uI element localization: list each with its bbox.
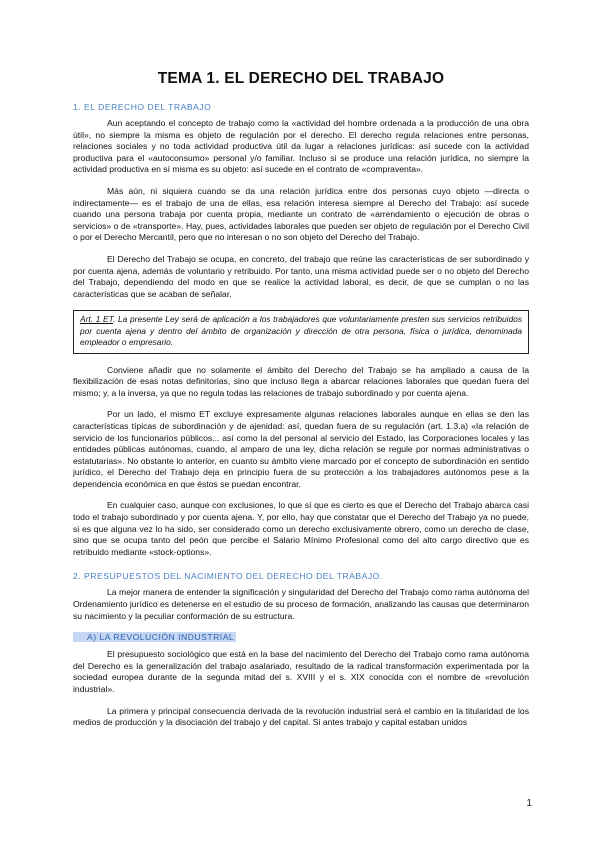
paragraph-8: El presupuesto sociológico que está en la base del nacimiento del Derecho del Trabajo como rama autónoma del Derecho es la generalización del trabajo asalariado, resultado de la radical transformación experimentada por la sociedad europea durante de la segunda mitad del s. XVIII y el s. XIX conocida con el nombre de «revolución industrial». <box>73 649 529 694</box>
paragraph-7: La mejor manera de entender la significación y singularidad del Derecho del Trabajo como rama autónoma del Ordenamiento jurídico es detenerse en el estudio de su proceso de formación, analizando las causas que determinaron su nacimiento y la peculiar conformación de su estructura. <box>73 587 529 621</box>
page-number: 1 <box>526 798 532 809</box>
paragraph-1: Aun aceptando el concepto de trabajo como la «actividad del hombre ordenada a la producción de una obra útil», no siempre la misma es objeto de regulación por el derecho. El derecho regula relaciones entre personas, relaciones sociales y no toda actividad productiva útil da lugar a relaciones jurídicas: así sucede con la actividad productiva para el «autoconsumo» personal y/o familiar. Incluso si se produce una relación jurídica, no siempre la actividad productiva en sí misma es su objeto: así sucede en el contrato de «compraventa». <box>73 118 529 175</box>
paragraph-6: En cualquier caso, aunque con exclusiones, lo que sí que es cierto es que el Derecho del Trabajo abarca casi todo el trabajo subordinado y por cuenta ajena. Y, por ello, hay que constatar que el Derecho del Trabajo ya no puede, si es que alguna vez lo ha sido, ser considerado como un derecho exclusivamente obrero, como un derecho de clase, sino que se ocupa tanto del peón que percibe el Salario Mínimo Profesional como del alto cargo directivo que es retribuido mediante «stock-options». <box>73 500 529 557</box>
section-heading-1: 1. EL DERECHO DEL TRABAJO <box>73 102 212 112</box>
legal-quote-text: . La presente Ley será de aplicación a los trabajadores que voluntariamente presten sus servicios retribuidos por cuenta ajena y dentro del ámbito de organización y dirección de otra persona, física o jurídica, denominada empleador o empresario. <box>80 314 523 348</box>
paragraph-5: Por un lado, el mismo ET excluye expresamente algunas relaciones laborales aunque en ellas se den las características típicas de subordinación y de ajenidad: así, quedan fuera de su regulación (art. 1.3.a) «la relación de servicio de los funcionarios públicos... así como la del personal al servicio del Estado, las Corporaciones locales y las entidades públicas autónomas, cuando, al amparo de una ley, dicha relación se regule por normas administrativas o estatutarias». No obstante lo anterior, en cuanto su ámbito viene marcado por el concepto de subordinación en sentido jurídico, el Derecho del Trabajo deja en principio fuera de su protección a los trabajadores autónomos pese a la dependencia económica en que éstos se puedan encontrar. <box>73 409 529 489</box>
section-heading-2: 2. PRESUPUESTOS DEL NACIMIENTO DEL DERECHO DEL TRABAJO. <box>73 571 383 582</box>
subsection-heading-a <box>73 632 529 642</box>
paragraph-3: El Derecho del Trabajo se ocupa, en concreto, del trabajo que reúne las características de ser subordinado y por cuenta ajena, además de voluntario y retribuido. Por tanto, una misma actividad puede ser o no objeto del Derecho del Trabajo, dependiendo del modo en que se realice la actividad laboral, es decir, de que se cumplan o no las características que se acaban de señalar. <box>73 253 529 299</box>
page-content <box>73 70 529 739</box>
subsection-heading-a-highlight: A) LA REVOLUCIÓN INDUSTRIAL <box>73 632 236 642</box>
paragraph-9: La primera y principal consecuencia derivada de la revolución industrial será el cambio en la titularidad de los medios de producción y la disociación del trabajo y del capital. Si antes trabajo y capital estaban unidos <box>73 705 529 728</box>
paragraph-2: Más aún, ni siquiera cuando se da una relación jurídica entre dos personas cuyo objeto —directa o indirectamente— es el trabajo de una de ellas, esa relación interesa siempre al Derecho del Trabajo: así sucede cuando una persona trabaja por cuenta propia, mediante un contrato de «arrendamiento o ejecución de obras o servicios» o de «transporte». Hay, pues, actividades laborales que pueden ser objeto de regulación por el Derecho Civil o por el Derecho Mercantil, pero que no interesan o no son objeto del Derecho del Trabajo. <box>73 185 529 243</box>
legal-quote-reference: Art. 1 ET <box>80 314 113 325</box>
paragraph-4: Conviene añadir que no solamente el ámbito del Derecho del Trabajo se ha ampliado a causa de la flexibilización de esas notas definitorias, sino que incluso llega a abarcar relaciones laborales que quedan fuera del mismo; y, a la inversa, ya que no regula todas las relaciones de trabajo subordinado y por cuenta ajena. <box>73 364 529 398</box>
page-title: TEMA 1. EL DERECHO DEL TRABAJO <box>157 70 445 87</box>
legal-quote-box <box>73 310 529 353</box>
